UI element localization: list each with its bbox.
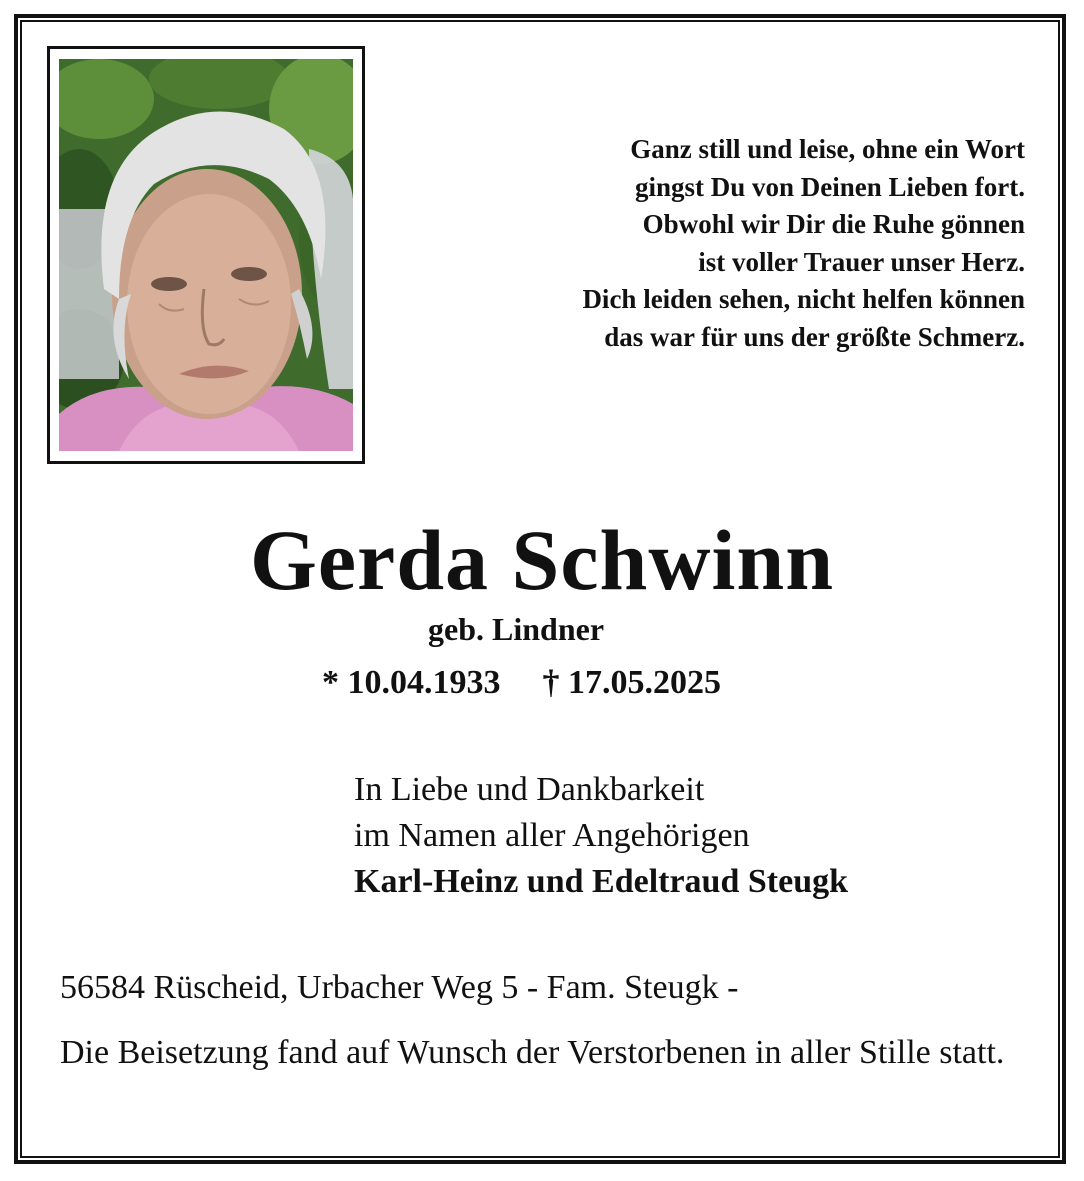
poem-line: das war für uns der größte Schmerz. bbox=[604, 321, 1025, 352]
deceased-name: Gerda Schwinn bbox=[249, 512, 835, 608]
burial-note: Die Beisetzung fand auf Wunsch der Verstorbenen in aller Stille statt. bbox=[60, 1034, 1005, 1071]
memorial-poem bbox=[425, 131, 1025, 356]
signoff-block bbox=[354, 767, 848, 905]
portrait-frame bbox=[47, 46, 365, 464]
address-line: 56584 Rüscheid, Urbacher Weg 5 - Fam. Steugk - bbox=[60, 969, 739, 1006]
portrait-photo bbox=[59, 59, 353, 451]
poem-line: ist voller Trauer unser Herz. bbox=[698, 246, 1025, 277]
birth-date: * 10.04.1933 bbox=[322, 664, 501, 701]
signoff-line: In Liebe und Dankbarkeit bbox=[354, 771, 705, 808]
poem-line: Dich leiden sehen, nicht helfen können bbox=[582, 284, 1025, 314]
poem-line: Ganz still und leise, ohne ein Wort bbox=[630, 134, 1025, 164]
family-names: Karl-Heinz und Edeltraud Steugk bbox=[354, 863, 849, 900]
death-date: † 17.05.2025 bbox=[542, 664, 721, 701]
poem-line: Obwohl wir Dir die Ruhe gönnen bbox=[642, 209, 1025, 239]
birth-name: geb. Lindner bbox=[428, 611, 605, 647]
signoff-line: im Namen aller Angehörigen bbox=[354, 817, 750, 854]
poem-line: gingst Du von Deinen Lieben fort. bbox=[634, 171, 1025, 202]
life-dates bbox=[322, 660, 721, 706]
